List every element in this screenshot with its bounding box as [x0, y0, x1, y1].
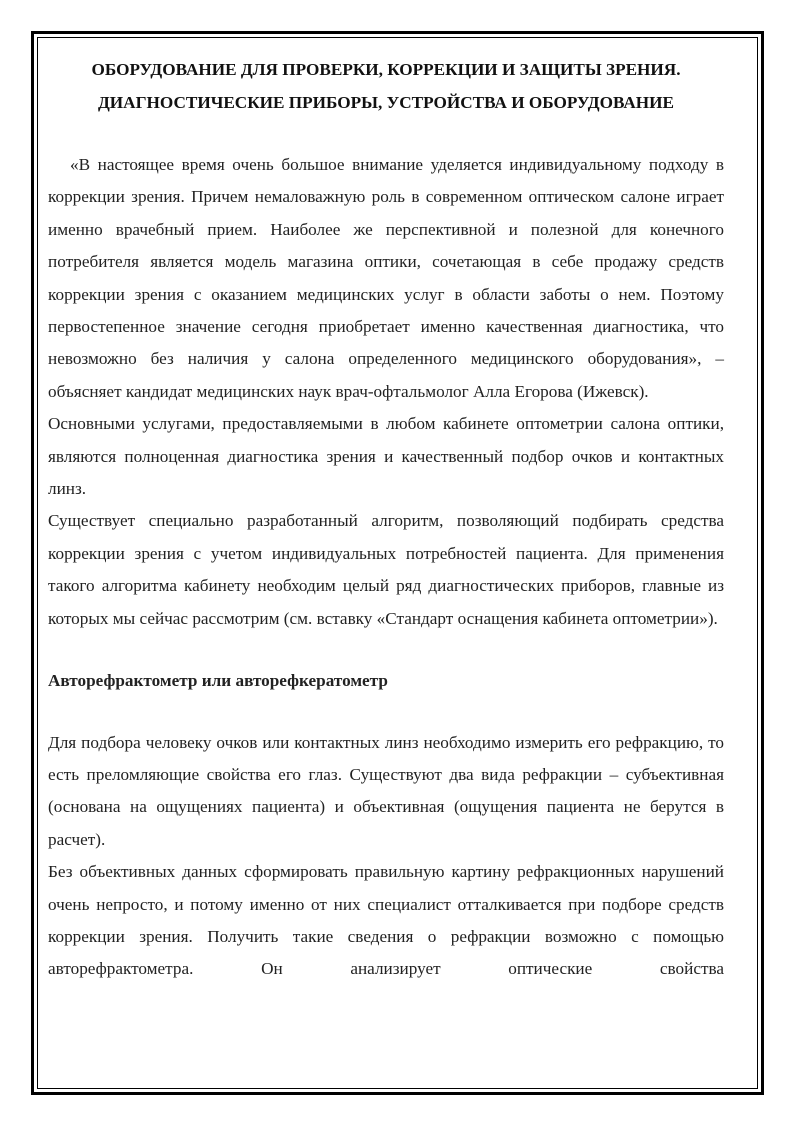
paragraph-services: Основными услугами, предоставляемыми в любом кабинете оптометрии салона оптики, являются полноценная диагностика зрения и качественный подбор очков и контактных линз.	[48, 414, 724, 499]
document-title-line-2: ДИАГНОСТИЧЕСКИЕ ПРИБОРЫ, УСТРОЙСТВА И ОБОРУДОВАНИЕ	[97, 92, 674, 112]
section-heading: Авторефрактометр или авторефкератометр	[48, 671, 388, 691]
document-body	[48, 54, 724, 986]
paragraph-quote: «В настоящее время очень большое внимание уделяется индивидуальному подходу в коррекции зрения. Причем немаловажную роль в современном оптическом салоне играет именно врачебный прием. Наиболее же перспективной и полезной для конечного потребителя является модель магазина оптики, сочетающая в себе продажу средств коррекции зрения с оказанием медицинских услуг в области заботы о нем. Поэтому первостепенное значение сегодня приобретает именно качественная диагностика, что невозможно без наличия у салона определенного медицинского оборудования», – объясняет кандидат медицинских наук врач-офтальмолог Алла Егорова (Ижевск).	[48, 155, 724, 401]
paragraph-refraction: Для подбора человеку очков или контактных линз необходимо измерить его рефракцию, то есть преломляющие свойства его глаз. Существуют два вида рефракции – субъективная (основана на ощущениях пациента) и объективная (ощущения пациента не берутся в расчет).	[48, 732, 724, 849]
paragraph-autorefractometer: Без объективных данных сформировать правильную картину рефракционных нарушений очень непросто, и потому именно от них специалист отталкивается при подборе средств коррекции зрения. Получить такие сведения о рефракции возможно с помощью авторефрактометра. Он анализирует оптические свойства	[48, 862, 724, 979]
document-title-line-1: ОБОРУДОВАНИЕ ДЛЯ ПРОВЕРКИ, КОРРЕКЦИИ И ЗАЩИТЫ ЗРЕНИЯ.	[91, 60, 681, 79]
paragraph-algorithm: Существует специально разработанный алгоритм, позволяющий подбирать средства коррекции зрения с учетом индивидуальных потребностей пациента. Для применения такого алгоритма кабинету необходим целый ряд диагностических приборов, главные из которых мы сейчас рассмотрим (см. вставку «Стандарт оснащения кабинета оптометрии»).	[48, 511, 724, 628]
